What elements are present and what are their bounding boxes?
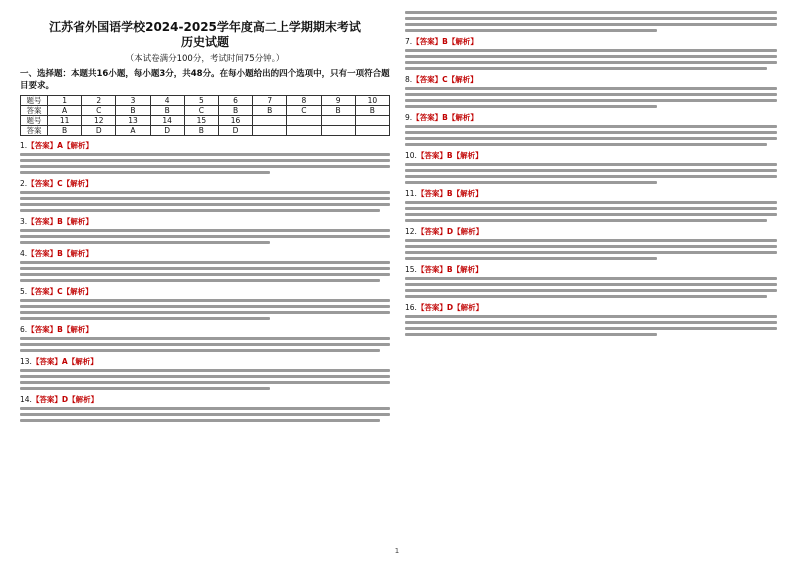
answer-key: 【答案】C [27, 179, 63, 188]
explanation-item [405, 113, 777, 146]
explanation-item [405, 227, 777, 260]
table-cell [287, 126, 321, 136]
text-line [405, 213, 777, 216]
text-line [405, 327, 777, 330]
text-line [20, 311, 390, 314]
text-line [405, 251, 777, 254]
question-number: 13. [20, 357, 32, 366]
text-line [20, 171, 270, 174]
text-line [405, 61, 777, 64]
text-line [20, 317, 270, 320]
text-line [20, 273, 390, 276]
question-number: 15. [405, 265, 417, 274]
table-cell: 2 [82, 96, 116, 106]
analysis-tag: 【解析】 [62, 249, 93, 258]
question-number: 5. [20, 287, 28, 296]
table-cell: A [48, 106, 82, 116]
text-line [405, 277, 777, 280]
text-line [405, 219, 767, 222]
answer-key: 【答案】A [27, 141, 63, 150]
left-column [20, 20, 390, 422]
text-line [20, 267, 390, 270]
table-cell: B [48, 126, 82, 136]
analysis-tag: 【解析】 [452, 189, 483, 198]
table-cell: 6 [218, 96, 252, 106]
explanation-item [20, 395, 390, 422]
answer-key: 【答案】C [412, 75, 448, 84]
text-line [20, 381, 390, 384]
text-line [405, 315, 777, 318]
analysis-tag: 【解析】 [62, 217, 93, 226]
text-line [405, 169, 777, 172]
text-line [20, 387, 270, 390]
text-line [405, 17, 777, 20]
answer-key: 【答案】B [27, 325, 63, 334]
table-cell: 5 [184, 96, 218, 106]
answer-key: 【答案】B [412, 37, 448, 46]
table-cell: 9 [321, 96, 355, 106]
text-line [405, 245, 777, 248]
table-cell: B [253, 106, 287, 116]
analysis-tag: 【解析】 [452, 265, 483, 274]
table-cell: A [116, 126, 150, 136]
text-line [405, 11, 777, 14]
text-line [405, 257, 657, 260]
explanation-item [20, 217, 390, 244]
text-line [405, 181, 657, 184]
text-line [20, 369, 390, 372]
text-line [20, 159, 390, 162]
question-number: 14. [20, 395, 32, 404]
question-number: 16. [405, 303, 417, 312]
text-line [20, 337, 390, 340]
table-cell [253, 116, 287, 126]
table-row [21, 126, 390, 136]
table-cell: 13 [116, 116, 150, 126]
table-cell: D [150, 126, 184, 136]
analysis-tag: 【解析】 [68, 395, 99, 404]
table-cell [321, 116, 355, 126]
question-number: 2. [20, 179, 28, 188]
text-line [20, 419, 380, 422]
analysis-tag: 【解析】 [62, 141, 93, 150]
analysis-tag: 【解析】 [447, 113, 478, 122]
exam-info: （本试卷满分100分，考试时间75分钟。） [125, 54, 285, 64]
answer-key: 【答案】A [31, 357, 68, 366]
answer-key: 【答案】B [412, 113, 448, 122]
table-cell: B [355, 106, 389, 116]
text-line [20, 349, 380, 352]
explanation-item [20, 325, 390, 352]
text-line [405, 175, 777, 178]
analysis-tag: 【解析】 [447, 37, 478, 46]
explanation-item [20, 141, 390, 174]
table-cell: C [287, 106, 321, 116]
table-cell: 16 [218, 116, 252, 126]
question-number: 3. [20, 217, 28, 226]
table-cell: 11 [48, 116, 82, 126]
explanation-item [20, 287, 390, 320]
table-cell: 答案 [21, 106, 48, 116]
table-cell: B [321, 106, 355, 116]
text-line [405, 137, 777, 140]
text-line [405, 131, 777, 134]
table-cell [321, 126, 355, 136]
analysis-tag: 【解析】 [62, 179, 93, 188]
table-cell [355, 126, 389, 136]
text-line [20, 191, 390, 194]
table-cell: 题号 [21, 116, 48, 126]
text-line [20, 261, 390, 264]
explanation-item [20, 357, 390, 390]
text-line [405, 29, 657, 32]
explanation-item [405, 265, 777, 298]
text-line [20, 407, 390, 410]
answer-table [20, 95, 390, 136]
document-subject: 历史试题 [180, 35, 229, 49]
table-cell: 3 [116, 96, 150, 106]
explanation-item [405, 151, 777, 184]
explanation-item [405, 37, 777, 70]
text-line [20, 209, 380, 212]
answer-key: 【答案】D [31, 395, 69, 404]
table-cell: B [218, 106, 252, 116]
table-cell: 15 [184, 116, 218, 126]
explanation-item [20, 249, 390, 282]
text-line [405, 239, 777, 242]
text-line [405, 99, 777, 102]
table-cell: 答案 [21, 126, 48, 136]
question-number: 1. [20, 141, 28, 150]
table-row [21, 106, 390, 116]
table-row [21, 116, 390, 126]
table-cell: C [184, 106, 218, 116]
text-line [405, 163, 777, 166]
explanation-item [20, 179, 390, 212]
text-line [20, 235, 390, 238]
question-number: 9. [405, 113, 413, 122]
analysis-tag: 【解析】 [452, 151, 483, 160]
table-cell: B [150, 106, 184, 116]
text-line [20, 203, 390, 206]
text-line [20, 343, 390, 346]
text-line [405, 207, 777, 210]
question-number: 6. [20, 325, 28, 334]
right-column [405, 8, 777, 336]
analysis-tag: 【解析】 [62, 325, 93, 334]
table-cell [253, 126, 287, 136]
answer-key: 【答案】B [416, 189, 453, 198]
table-cell: 10 [355, 96, 389, 106]
text-line [405, 295, 767, 298]
table-cell: 12 [82, 116, 116, 126]
analysis-tag: 【解析】 [67, 357, 98, 366]
explanation-item [405, 75, 777, 108]
text-line [405, 87, 777, 90]
table-cell: 4 [150, 96, 184, 106]
text-line [20, 299, 390, 302]
page-number: 1 [394, 547, 400, 555]
text-line [405, 283, 777, 286]
question-number: 10. [405, 151, 417, 160]
table-cell: 8 [287, 96, 321, 106]
text-line [405, 289, 777, 292]
answer-key: 【答案】D [416, 227, 454, 236]
answer-key: 【答案】B [416, 265, 453, 274]
table-row [21, 96, 390, 106]
text-line [405, 105, 657, 108]
question-number: 8. [405, 75, 413, 84]
answer-key: 【答案】B [27, 249, 63, 258]
explanation-item [405, 189, 777, 222]
table-cell: 7 [253, 96, 287, 106]
text-line [20, 279, 380, 282]
text-line [20, 375, 390, 378]
continued-text [405, 11, 777, 32]
text-line [20, 197, 390, 200]
question-number: 12. [405, 227, 417, 236]
text-line [405, 125, 777, 128]
explanation-item [405, 303, 777, 336]
table-cell: C [82, 106, 116, 116]
answer-key: 【答案】B [416, 151, 453, 160]
text-line [405, 201, 777, 204]
table-cell: B [116, 106, 150, 116]
question-number: 7. [405, 37, 413, 46]
document-title: 江苏省外国语学校2024-2025学年度高二上学期期末考试 [49, 20, 361, 34]
analysis-tag: 【解析】 [453, 227, 484, 236]
text-line [405, 143, 767, 146]
text-line [405, 93, 777, 96]
text-line [20, 153, 390, 156]
section-heading: 一、选择题：本题共16小题，每小题3分，共48分。在每小题给出的四个选项中，只有一项符合题目要求。 [20, 69, 390, 91]
text-line [405, 333, 657, 336]
analysis-tag: 【解析】 [62, 287, 93, 296]
text-line [20, 413, 390, 416]
table-cell: B [184, 126, 218, 136]
table-cell [287, 116, 321, 126]
text-line [20, 305, 390, 308]
text-line [20, 165, 390, 168]
text-line [405, 55, 777, 58]
text-line [405, 23, 777, 26]
answer-key: 【答案】B [27, 217, 63, 226]
table-cell [355, 116, 389, 126]
table-cell: D [218, 126, 252, 136]
text-line [405, 321, 777, 324]
question-number: 4. [20, 249, 28, 258]
text-line [405, 49, 777, 52]
question-number: 11. [405, 189, 417, 198]
table-cell: 1 [48, 96, 82, 106]
table-cell: 14 [150, 116, 184, 126]
text-line [20, 229, 390, 232]
table-cell: D [82, 126, 116, 136]
text-line [405, 67, 767, 70]
text-line [20, 241, 270, 244]
answer-key: 【答案】C [27, 287, 63, 296]
analysis-tag: 【解析】 [453, 303, 484, 312]
table-cell: 题号 [21, 96, 48, 106]
analysis-tag: 【解析】 [447, 75, 478, 84]
answer-key: 【答案】D [416, 303, 454, 312]
